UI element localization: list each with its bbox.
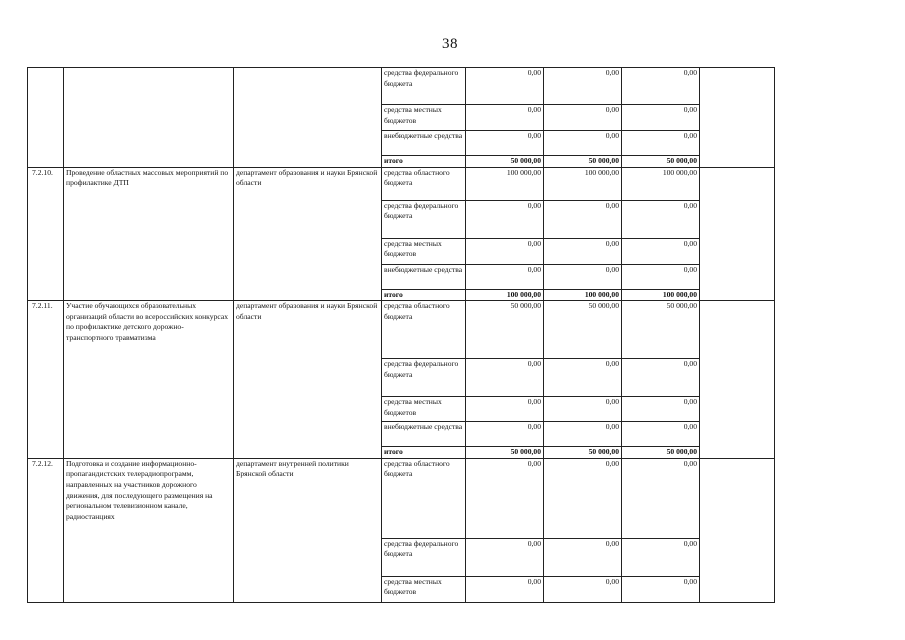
amount-cell: 0,00 (466, 131, 544, 156)
measure-name-cell: Участие обучающихся образовательных организаций области во всероссийских конкурсах по профилактике детского дорожно-транспортного травматизма (64, 301, 234, 459)
measure-name-cell (64, 68, 234, 168)
table-row (28, 167, 775, 200)
source-cell: итого (382, 447, 466, 459)
amount-cell: 0,00 (622, 131, 700, 156)
executor-cell: департамент внутренней политики Брянской области (234, 458, 382, 602)
amount-cell: 50 000,00 (466, 447, 544, 459)
amount-cell: 0,00 (544, 264, 622, 289)
amount-cell: 50 000,00 (622, 156, 700, 168)
amount-cell: 50 000,00 (622, 447, 700, 459)
amount-cell: 100 000,00 (466, 167, 544, 200)
amount-cell: 0,00 (466, 68, 544, 105)
amount-cell: 0,00 (544, 68, 622, 105)
source-cell: внебюджетные средства (382, 264, 466, 289)
amount-cell: 0,00 (622, 458, 700, 538)
table-row (28, 68, 775, 105)
executor-cell (234, 68, 382, 168)
amount-cell: 50 000,00 (466, 301, 544, 359)
amount-cell: 0,00 (544, 200, 622, 238)
source-cell: средства областного бюджета (382, 458, 466, 538)
source-cell: средства областного бюджета (382, 167, 466, 200)
budget-table (27, 67, 775, 603)
amount-cell: 0,00 (622, 422, 700, 447)
source-cell: итого (382, 289, 466, 301)
amount-cell: 0,00 (622, 359, 700, 397)
amount-cell: 0,00 (622, 238, 700, 264)
amount-cell: 100 000,00 (622, 289, 700, 301)
extra-cell (700, 68, 775, 168)
source-cell: средства федерального бюджета (382, 359, 466, 397)
source-cell: средства местных бюджетов (382, 576, 466, 602)
amount-cell: 0,00 (544, 397, 622, 422)
source-cell: средства федерального бюджета (382, 538, 466, 576)
amount-cell: 0,00 (622, 538, 700, 576)
amount-cell: 0,00 (622, 576, 700, 602)
amount-cell: 0,00 (544, 105, 622, 131)
source-cell: внебюджетные средства (382, 422, 466, 447)
source-cell: средства местных бюджетов (382, 238, 466, 264)
table-row (28, 301, 775, 359)
code-cell: 7.2.10. (28, 167, 64, 301)
code-cell: 7.2.12. (28, 458, 64, 602)
page-number: 38 (442, 36, 458, 52)
amount-cell: 100 000,00 (544, 289, 622, 301)
amount-cell: 0,00 (622, 397, 700, 422)
amount-cell: 50 000,00 (622, 301, 700, 359)
amount-cell: 50 000,00 (466, 156, 544, 168)
executor-cell: департамент образования и науки Брянской области (234, 167, 382, 301)
measure-name-cell: Проведение областных массовых мероприятий по профилактике ДТП (64, 167, 234, 301)
table-row (28, 458, 775, 538)
amount-cell: 50 000,00 (544, 301, 622, 359)
amount-cell: 50 000,00 (544, 447, 622, 459)
amount-cell: 0,00 (622, 68, 700, 105)
amount-cell: 0,00 (622, 200, 700, 238)
extra-cell (700, 301, 775, 459)
executor-cell: департамент образования и науки Брянской области (234, 301, 382, 459)
amount-cell: 100 000,00 (466, 289, 544, 301)
source-cell: средства федерального бюджета (382, 68, 466, 105)
source-cell: средства областного бюджета (382, 301, 466, 359)
amount-cell: 100 000,00 (544, 167, 622, 200)
amount-cell: 0,00 (466, 576, 544, 602)
amount-cell: 0,00 (622, 264, 700, 289)
code-cell: 7.2.11. (28, 301, 64, 459)
amount-cell: 0,00 (544, 359, 622, 397)
amount-cell: 50 000,00 (544, 156, 622, 168)
source-cell: средства местных бюджетов (382, 397, 466, 422)
amount-cell: 0,00 (466, 238, 544, 264)
extra-cell (700, 167, 775, 301)
amount-cell: 0,00 (466, 458, 544, 538)
amount-cell: 0,00 (466, 422, 544, 447)
source-cell: внебюджетные средства (382, 131, 466, 156)
amount-cell: 0,00 (544, 576, 622, 602)
source-cell: средства федерального бюджета (382, 200, 466, 238)
amount-cell: 0,00 (466, 264, 544, 289)
amount-cell: 0,00 (544, 458, 622, 538)
amount-cell: 0,00 (466, 538, 544, 576)
amount-cell: 0,00 (466, 359, 544, 397)
amount-cell: 100 000,00 (622, 167, 700, 200)
source-cell: итого (382, 156, 466, 168)
amount-cell: 0,00 (544, 422, 622, 447)
amount-cell: 0,00 (466, 200, 544, 238)
measure-name-cell: Подготовка и создание информационно-пропагандистских телерадиопрограмм, направленных на участников дорожного движения, для последующего размещения на региональном телевизионном канале, радиостанциях (64, 458, 234, 602)
amount-cell: 0,00 (466, 105, 544, 131)
amount-cell: 0,00 (466, 397, 544, 422)
code-cell (28, 68, 64, 168)
extra-cell (700, 458, 775, 602)
amount-cell: 0,00 (544, 538, 622, 576)
amount-cell: 0,00 (544, 131, 622, 156)
amount-cell: 0,00 (622, 105, 700, 131)
source-cell: средства местных бюджетов (382, 105, 466, 131)
amount-cell: 0,00 (544, 238, 622, 264)
